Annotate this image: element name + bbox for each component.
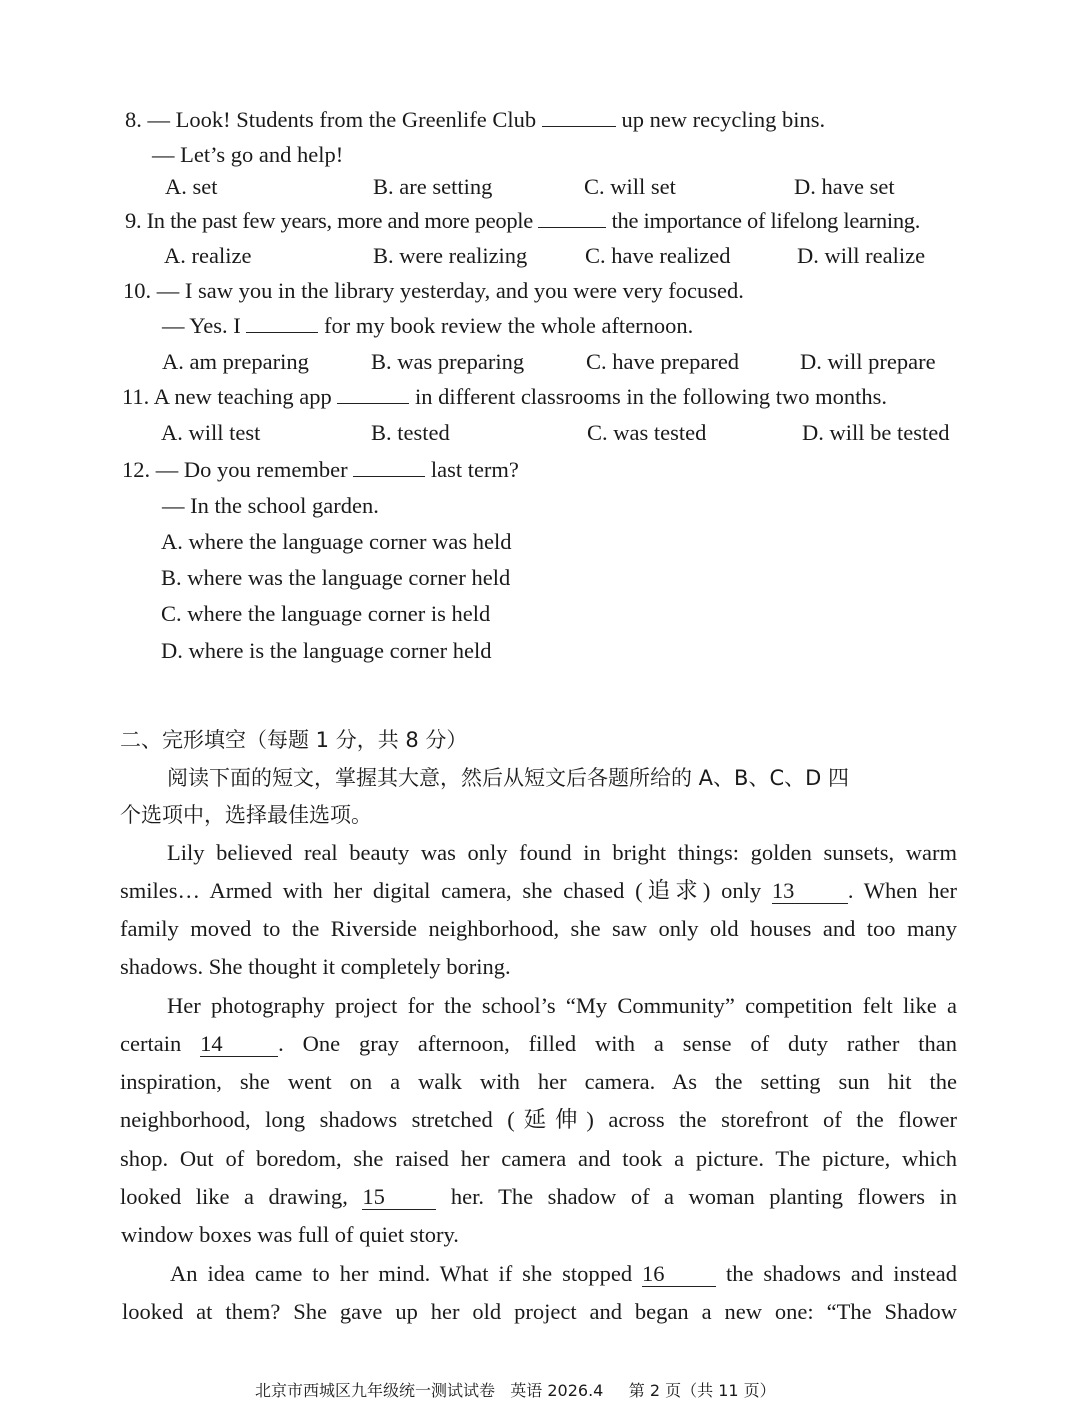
page-number: 第 2 页（共 11 页）	[628, 1381, 776, 1400]
blank-13: 13	[772, 879, 848, 904]
option-d: D. will prepare	[800, 349, 936, 374]
stem-text: A new teaching app	[153, 384, 332, 409]
question-number: 8.	[125, 107, 142, 132]
question-10-stem	[123, 277, 744, 305]
passage-line: neighborhood, long shadows stretched (延伸) across the storefront of the flower	[120, 1107, 957, 1132]
option-a: A. realize	[164, 243, 252, 268]
option-c: C. was tested	[587, 420, 707, 445]
section-title: 二、完形填空（每题 1 分，共 8 分）	[120, 728, 468, 752]
page-footer	[255, 1378, 776, 1401]
stem-text: the importance of lifelong learning.	[611, 208, 921, 233]
option-d: D. where is the language corner held	[161, 638, 492, 663]
option-a: A. am preparing	[162, 349, 309, 374]
passage-line: shop. Out of boredom, she raised her camera and took a picture. The picture, which	[120, 1146, 957, 1171]
option-d: D. will be tested	[802, 420, 950, 445]
passage-line: inspiration, she went on a walk with her camera. As the setting sun hit the	[120, 1069, 957, 1094]
answer-blank	[538, 207, 606, 228]
option-c: C. where the language corner is held	[161, 601, 491, 626]
option-a: A. set	[165, 174, 218, 199]
option-b: B. tested	[371, 420, 450, 445]
question-8-stem	[125, 106, 825, 134]
passage-line: family moved to the Riverside neighborhood, she saw only old houses and too many	[120, 916, 957, 941]
blank-16: 16	[642, 1262, 716, 1287]
passage-line: shadows. She thought it completely boring.	[120, 954, 511, 979]
passage-line: Lily believed real beauty was only found in bright things: golden sunsets, warm	[167, 840, 957, 865]
question-12-stem	[122, 456, 519, 484]
question-number: 9.	[125, 208, 142, 233]
passage-line: certain 14 . One gray afternoon, filled with a sense of duty rather than	[120, 1031, 958, 1056]
option-d: D. have set	[794, 174, 895, 199]
stem-text: — Look! Students from the Greenlife Club	[147, 107, 537, 132]
option-c: C. will set	[584, 174, 676, 199]
blank-14: 14	[200, 1032, 278, 1057]
question-9-stem	[125, 207, 920, 235]
question-number: 11.	[122, 384, 150, 409]
passage-line: An idea came to her mind. What if she stopped 16 the shadows and instead	[170, 1261, 958, 1286]
stem-text: — Do you remember	[155, 457, 348, 482]
exam-title: 北京市西城区九年级统一测试试卷	[255, 1381, 496, 1400]
option-d: D. will realize	[797, 243, 926, 268]
passage-line: looked like a drawing, 15 her. The shadow of a woman planting flowers in	[120, 1184, 958, 1209]
option-a: A. will test	[161, 420, 261, 445]
passage-line: looked at them? She gave up her old project and began a new one: “The Shadow	[122, 1299, 957, 1324]
answer-blank	[542, 106, 616, 127]
blank-15: 15	[362, 1185, 436, 1210]
passage-line: Her photography project for the school’s “My Community” competition felt like a	[167, 993, 957, 1018]
option-b: B. are setting	[373, 174, 493, 199]
answer-blank	[353, 456, 425, 477]
section-instruction: 阅读下面的短文，掌握其大意，然后从短文后各题所给的 A、B、C、D 四	[167, 766, 849, 790]
answer-blank	[337, 383, 409, 404]
section-instruction: 个选项中，选择最佳选项。	[120, 803, 372, 827]
question-11-stem	[122, 383, 887, 411]
question-8-reply: — Let’s go and help!	[152, 142, 344, 167]
stem-text: for my book review the whole afternoon.	[324, 313, 694, 338]
passage-line: window boxes was full of quiet story.	[121, 1222, 459, 1247]
stem-text: — I saw you in the library yesterday, and you were very focused.	[156, 278, 744, 303]
option-a: A. where the language corner was held	[161, 529, 512, 554]
subject-date: 英语 2026.4	[510, 1381, 604, 1400]
passage-line: smiles… Armed with her digital camera, she chased (追求) only 13 . When her	[120, 878, 957, 903]
question-number: 12.	[122, 457, 151, 482]
question-number: 10.	[123, 278, 152, 303]
question-12-reply: — In the school garden.	[162, 493, 379, 518]
answer-blank	[246, 312, 318, 333]
stem-text: in different classrooms in the following two months.	[415, 384, 888, 409]
stem-text: last term?	[430, 457, 519, 482]
option-c: C. have prepared	[586, 349, 740, 374]
stem-text: — Yes. I	[162, 313, 241, 338]
stem-text: up new recycling bins.	[621, 107, 826, 132]
option-b: B. were realizing	[373, 243, 528, 268]
question-10-reply	[162, 312, 693, 340]
option-b: B. was preparing	[371, 349, 525, 374]
stem-text: In the past few years, more and more people	[146, 208, 533, 233]
option-b: B. where was the language corner held	[161, 565, 511, 590]
option-c: C. have realized	[585, 243, 731, 268]
